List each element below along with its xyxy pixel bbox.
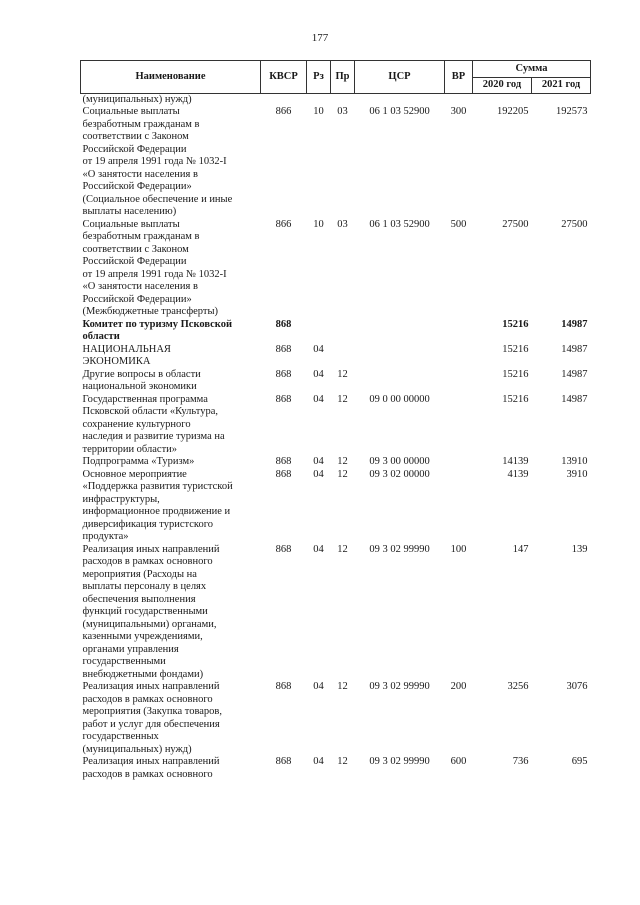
cell-name: Реализация иных направлений расходов в рамках основного мероприятия (Расходы на выплаты персоналу в целях обеспечения выполнения функций государственными (муниципальными) органами, казенными учреждениями, органами управления государственными внебюджетными фондами) (82, 543, 220, 680)
cell-kvsr: 868 (275, 343, 292, 355)
cell-sum-2020: 3256 (507, 681, 529, 692)
cell-vr (445, 456, 473, 469)
table-row (81, 756, 591, 781)
cell-pr (331, 344, 355, 369)
cell-sum-2020: 15216 (502, 368, 529, 380)
cell-sum-2021: 139 (571, 543, 588, 555)
cell-pr: 12 (337, 368, 348, 380)
cell-kvsr: 868 (275, 468, 292, 480)
cell-kvsr: 868 (275, 368, 292, 380)
table-row (81, 394, 591, 457)
cell-sum-2020: 147 (512, 543, 529, 555)
cell-sum-2020: 4139 (507, 468, 529, 480)
cell-vr (445, 369, 473, 394)
cell-csr (355, 344, 445, 369)
cell-kvsr: 868 (275, 543, 292, 555)
cell-csr: 06 1 03 52900 (369, 218, 430, 230)
cell-rz (307, 319, 331, 344)
cell-vr (445, 319, 473, 344)
cell-sum-2021: 14987 (561, 318, 588, 330)
cell-name: Государственная программа Псковской области «Культура, сохранение культурного наследия и развитие туризма на территории области» (82, 393, 225, 455)
table-row (81, 219, 591, 319)
table-row (81, 93, 591, 106)
cell-pr: 03 (337, 218, 348, 230)
cell-rz: 10 (313, 106, 324, 117)
cell-csr: 09 3 00 00000 (369, 456, 430, 467)
cell-vr (445, 344, 473, 369)
cell-pr (331, 319, 355, 344)
cell-rz: 04 (313, 456, 324, 467)
cell-sum-2021: 695 (571, 756, 588, 767)
cell-rz (307, 93, 331, 106)
cell-sum-2021: 14987 (561, 393, 588, 405)
cell-sum-2020: 14139 (502, 456, 529, 467)
cell-name: Социальные выплаты безработным гражданам в соответствии с Законом Российской Федерации от 19 апреля 1991 года № 1032-I «О занятости населения в Российской Федерации» (Социальное обеспечение и иные выплаты населению) (82, 106, 233, 217)
header-year-2020: 2020 год (473, 78, 532, 94)
cell-vr (445, 93, 473, 106)
table-row (81, 469, 591, 544)
cell-kvsr: 868 (275, 756, 292, 767)
cell-vr: 100 (450, 543, 467, 555)
cell-kvsr: 866 (275, 106, 292, 117)
cell-csr: 09 3 02 99990 (369, 681, 430, 692)
header-kvsr: КВСР (261, 61, 307, 94)
cell-csr: 09 3 02 99990 (369, 756, 430, 767)
cell-pr: 12 (337, 681, 348, 692)
table-row (81, 456, 591, 469)
cell-sum-2021: 3076 (566, 681, 588, 692)
header-vr: ВР (445, 61, 473, 94)
cell-sum-2021: 192573 (556, 106, 588, 117)
header-csr: ЦСР (355, 61, 445, 94)
cell-name: Подпрограмма «Туризм» (82, 456, 195, 467)
cell-vr: 200 (450, 681, 467, 692)
cell-name: Социальные выплаты безработным гражданам в соответствии с Законом Российской Федерации от 19 апреля 1991 года № 1032-I «О занятости населения в Российской Федерации» (Межбюджетные трансферты) (82, 218, 227, 317)
cell-rz: 10 (313, 218, 324, 230)
cell-pr: 12 (337, 543, 348, 555)
cell-kvsr: 868 (275, 393, 292, 405)
cell-vr (445, 394, 473, 457)
cell-sum-2020: 15216 (502, 318, 529, 330)
cell-vr: 500 (450, 218, 467, 230)
header-sum: Сумма (473, 61, 591, 78)
cell-pr: 12 (337, 456, 348, 467)
cell-rz: 04 (313, 543, 324, 555)
cell-pr (331, 93, 355, 106)
table-row (81, 106, 591, 219)
cell-kvsr: 866 (275, 218, 292, 230)
cell-sum-2021: 27500 (561, 218, 588, 230)
cell-sum-2020: 736 (512, 756, 529, 767)
header-pr: Пр (331, 61, 355, 94)
cell-kvsr (261, 93, 307, 106)
cell-rz: 04 (313, 368, 324, 380)
cell-sum-2021: 14987 (561, 368, 588, 380)
cell-sum-2020: 27500 (502, 218, 529, 230)
cell-vr (445, 469, 473, 544)
cell-pr: 12 (337, 468, 348, 480)
cell-rz: 04 (313, 756, 324, 767)
cell-name: НАЦИОНАЛЬНАЯ ЭКОНОМИКА (82, 343, 171, 367)
header-year-2021: 2021 год (532, 78, 591, 94)
cell-csr: 06 1 03 52900 (369, 106, 430, 117)
page-number: 177 (311, 32, 329, 44)
table-row (81, 319, 591, 344)
cell-sum-2020 (473, 93, 532, 106)
cell-sum-2021: 14987 (561, 343, 588, 355)
cell-name: (муниципальных) нужд) (82, 93, 192, 105)
cell-pr: 12 (337, 393, 348, 405)
cell-csr (355, 319, 445, 344)
cell-vr: 600 (450, 756, 467, 767)
cell-kvsr: 868 (275, 681, 292, 692)
cell-rz: 04 (313, 343, 324, 355)
cell-name: Реализация иных направлений расходов в рамках основного (82, 756, 220, 780)
table-row (81, 344, 591, 369)
cell-kvsr: 868 (275, 456, 292, 467)
cell-vr: 300 (450, 106, 467, 117)
cell-name: Реализация иных направлений расходов в рамках основного мероприятия (Закупка товаров, работ и услуг для обеспечения государственных (муниципальных) нужд) (82, 681, 223, 755)
cell-sum-2020: 15216 (502, 393, 529, 405)
cell-csr: 09 3 02 00000 (369, 468, 430, 480)
cell-rz: 04 (313, 393, 324, 405)
header-rz: Рз (307, 61, 331, 94)
cell-sum-2020: 192205 (497, 106, 529, 117)
cell-name: Другие вопросы в области национальной экономики (82, 368, 201, 392)
cell-kvsr: 868 (275, 318, 292, 330)
cell-name: Комитет по туризму Псковской области (82, 318, 233, 342)
cell-sum-2021: 3910 (566, 468, 588, 480)
cell-name: Основное мероприятие «Поддержка развития туристской инфраструктуры, информационное продвижение и диверсификация туристского продукта» (82, 468, 233, 542)
table-row (81, 544, 591, 682)
cell-rz: 04 (313, 468, 324, 480)
cell-pr: 03 (337, 106, 348, 117)
cell-sum-2021: 13910 (561, 456, 588, 467)
cell-csr (355, 369, 445, 394)
cell-sum-2020: 15216 (502, 343, 529, 355)
cell-csr: 09 3 02 99990 (369, 543, 430, 555)
cell-csr (355, 93, 445, 106)
budget-table (80, 60, 591, 781)
cell-rz: 04 (313, 681, 324, 692)
cell-sum-2021 (532, 93, 591, 106)
table-body (81, 93, 591, 781)
header-name: Наименование (81, 61, 261, 94)
table-header (81, 61, 591, 94)
cell-csr: 09 0 00 00000 (369, 393, 430, 405)
table-row (81, 369, 591, 394)
table-row (81, 681, 591, 756)
cell-pr: 12 (337, 756, 348, 767)
